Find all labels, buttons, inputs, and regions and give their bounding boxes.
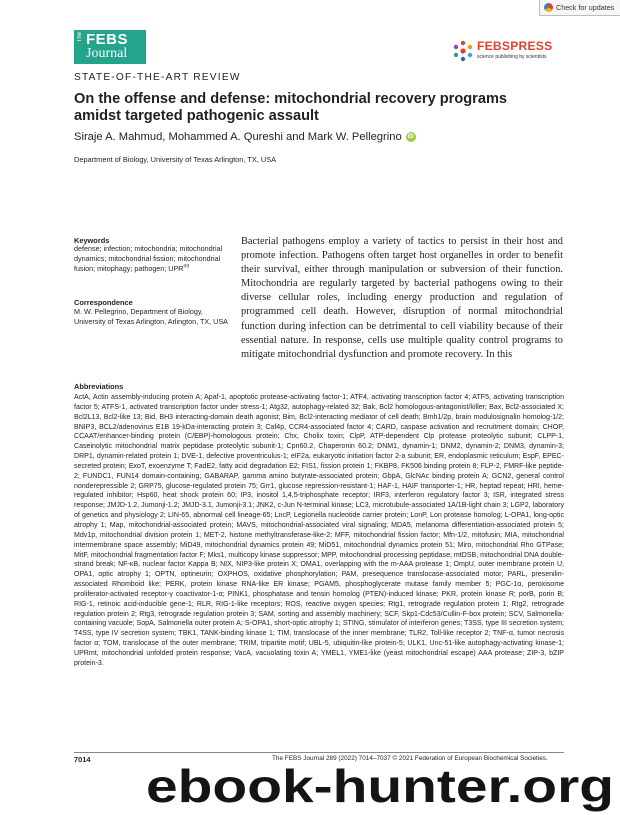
check-updates-label: Check for updates <box>556 3 615 12</box>
orcid-icon[interactable]: iD <box>407 134 414 140</box>
watermark-text: ebook-hunter.org <box>146 762 614 812</box>
authors <box>74 131 416 143</box>
article-title: On the offense and defense: mitochondrial recovery programs amidst targeted pathogenic assault <box>74 91 508 124</box>
author-list: Siraje A. Mahmud, Mohammed A. Qureshi and Mark W. Pellegrino <box>74 131 402 143</box>
footer-divider <box>74 752 564 753</box>
check-for-updates-button[interactable] <box>539 0 620 16</box>
watermark <box>146 762 616 812</box>
febs-press-name: FEBSPRESS <box>477 39 553 53</box>
keywords-heading: Keywords <box>74 236 110 245</box>
abstract: Bacterial pathogens employ a variety of tactics to persist in their host and promote infection. Pathogens often target host organelles in order to benefit their survival, either through manipulation or subversion of their function. Mitochondria are regularly targeted by bacterial pathogens owing to their diverse cellular roles, including energy production and regulation of programmed cell death. However, disruption of normal mitochondrial function during infection can be detrimental to cell viability because of their essential nature. In response, cells use multiple quality control programs to mitigate mitochondrial dysfunction and promote recovery. In this <box>241 236 563 360</box>
abbreviations-heading: Abbreviations <box>74 382 124 391</box>
check-updates-icon <box>544 3 553 12</box>
page-number: 7014 <box>74 755 91 764</box>
logo-febs: FEBS <box>86 31 129 48</box>
affiliation: Department of Biology, University of Texas Arlington, TX, USA <box>74 155 277 164</box>
logo-the: The <box>77 32 83 43</box>
review-type: STATE-OF-THE-ART REVIEW <box>74 72 241 83</box>
correspondence-text: M. W. Pellegrino, Department of Biology, University of Texas Arlington, Arlington, TX, USA <box>74 307 228 326</box>
abbreviations-text: ActA, Actin assembly-inducing protein A; Apaf-1, apoptotic protease-activating factor-1; ATF4, activating transcription factor 4; ATF5, activating transcription factor 5; ATFS-1, activated transcription factor under stress-1; Atg32, autophagy-related 32; Bak, Bcl2 homologous-antagonist/killer; Bax, Bcl2-associated X; Bcl2L13, Bcl2-like 13; Bid, BH3 interacting-domain death agonist; Bim, Bcl2-interacting mediator of cell death; Bmh1/2p, brain modulosignalin homolog-1/2; BNIP3, BCL2/adenovirus E1B 19-kDa-interacting protein 3; Caf4p, CCR4-associated factor 4; CARD, caspase activation and recruitment domain; CHOP, CCAAT/enhancer-binding protein (C/EBP)-homologous protein; Chx, Cholix toxin; ClpP, ATP-dependent Clp protease proteolytic subunit; CLPP-1, Caseinolytic mitochondrial matrix peptidase proteolytic subunit-1; Cpn60.2, Chaperonin 60.2; DNM1, dynamin-1; DNM2, dynamin-2; DNM3, dynamin-3; DRP1, dynamin-related protein 1; DVE-1, defective proventriculus-1; eIF2a, eukaryotic initiation factor 2-a subunit; ER, endoplasmic reticulum; EspF, EPEC-secreted protein; ExoT, exoenzyme T; FadE2, fatty acid degradation E2; FIS1, fission protein 1; FKBP8, FK506 binding protein 8; FLP-2, FMRF-like peptide-2; FUNDC1, FUN14 domain-containing; GABARAP, gamma amino butyrate-associated protein; GbpA, GlcNAc binding protein A; GCN2, general control nonderepressible 2; GRP75, glucose-regulated protein 75; Grr1, glucose repression-resistant-1; HAF-1, HAIF transporter-1; HR, heptad repeat; HRI, heme-regulated inhibitor; Hsp60, heat shock protein 60; IP3, inositol 1,4,5-triphosphate receptor; IRF3, interferon regulatory factor 3; ISR, integrated stress response; JMJD-1.2, Jumonji-1.2; JMJD-3.1, Jumonji-3.1; JNK2, c-Jun N-terminal kinase; LC3, microtubule-associated 1A/1B-light chain 3; LGP2, laboratory of genetics and physiology 2; LIN-65, abnormal cell lineage-65; LncP, Legionella nucleotide carrier protein; LonP, Lon protease homolog; L-OPA1, long-optic atrophy 1; Map, mitochondrial-associated protein; MAVS, mitochondrial-associated viral signaling; MDA5, melanoma differentiation-associated protein 5; Mdv1p, mitochondrial division protein 1; MET-2, histone methyltransferase-like-2; MFF, mitochondrial fission factor; Mfn-1/2, mitofusin; MIA, mitochondrial intermembrane space assembly; MiD49, mitochondrial dynamics protein 49; MiD51, mitochondrial dynamics protein 51; Miro, mitochondrial Rho GTPase; MitF, mitochondrial fragmentation factor F; Mks1, multicopy kinase suppressor; MPP, mitochondrial processing peptidase; mtDSB, mitochondrial DNA double-strand break; NF-κB, nuclear factor Kappa B; NIX, NIP3-like protein X; OMA1, overlapping with the m-AAA protease 1; OmpU, outer membrane protein U; OPA1, optic atrophy 1; OPTN, optineurin; OXPHOS, oxidative phosphorylation; PAM, presequence translocase-associated motor; PARL, presenilin-associated Rhomboid like; PERK, protein kinase RNA-like ER kinase; PGAM5, phosphoglycerate mutase family member 5; PGC-1α, peroxisome proliferator-activated receptor-γ coactivator-1-α; PINK1, phosphatase and tensin homolog (PTEN)-induced kinase; PKR, protein kinase R; porB, porin B; RIG-1, retinoic acid-inducible gene-1; RLR, RIG-1-like receptors; ROS, reactive oxygen species; Rtg1, retrograde regulation protein 1; Rtg2, retrograde regulation protein 2; Rtg3, retrograde regulation protein 3; SAM, sorting and assembly machinery; SCF, Skp1-Cdc53/Cullin-F-box protein; SCV, Salmonella-containing vacuole; SopA, Salmonella outer protein A; S-OPA1, short-optic atrophy 1; STING, stimulator of interferon genes; T3SS, type III secretion system; T4SS, type IV secretion system; TBK1, TANK-binding kinase 1; TIM, translocase of the inner membrane; TLR2, Toll-like receptor 2; TNF-α, tumor necrosis factor α; TOM, translocase of the outer membrane; TRIM, tripartite motif; UBL-5, ubiquitin-like protein-5; ULK1, Unc-51-like autophagy-activating kinase-1; UPRmt, mitochondrial unfolded protein response; VacA, vacuolating toxin A; YMEL1, YME1-like (yeast mitochondrial escape) AAA protease; ZIP-3, bZIP protein-3. <box>74 394 564 667</box>
logo-journal: Journal <box>86 46 128 61</box>
febs-press-tagline: science publishing by scientists <box>477 54 547 60</box>
febs-journal-logo <box>74 30 146 64</box>
correspondence-heading: Correspondence <box>74 298 133 307</box>
footer-citation: The FEBS Journal 289 (2022) 7014–7037 © 2021 Federation of European Biochemical Societies. <box>272 755 548 762</box>
keywords-list: defense; infection; mitochondria; mitochondrial dynamics; mitochondrial fission; mitochondrial fusion; mitophagy; pathogen; $UPR^{mt}$ <box>74 244 223 273</box>
febs-press-logo <box>452 38 562 64</box>
febs-press-dots-icon <box>452 40 474 62</box>
